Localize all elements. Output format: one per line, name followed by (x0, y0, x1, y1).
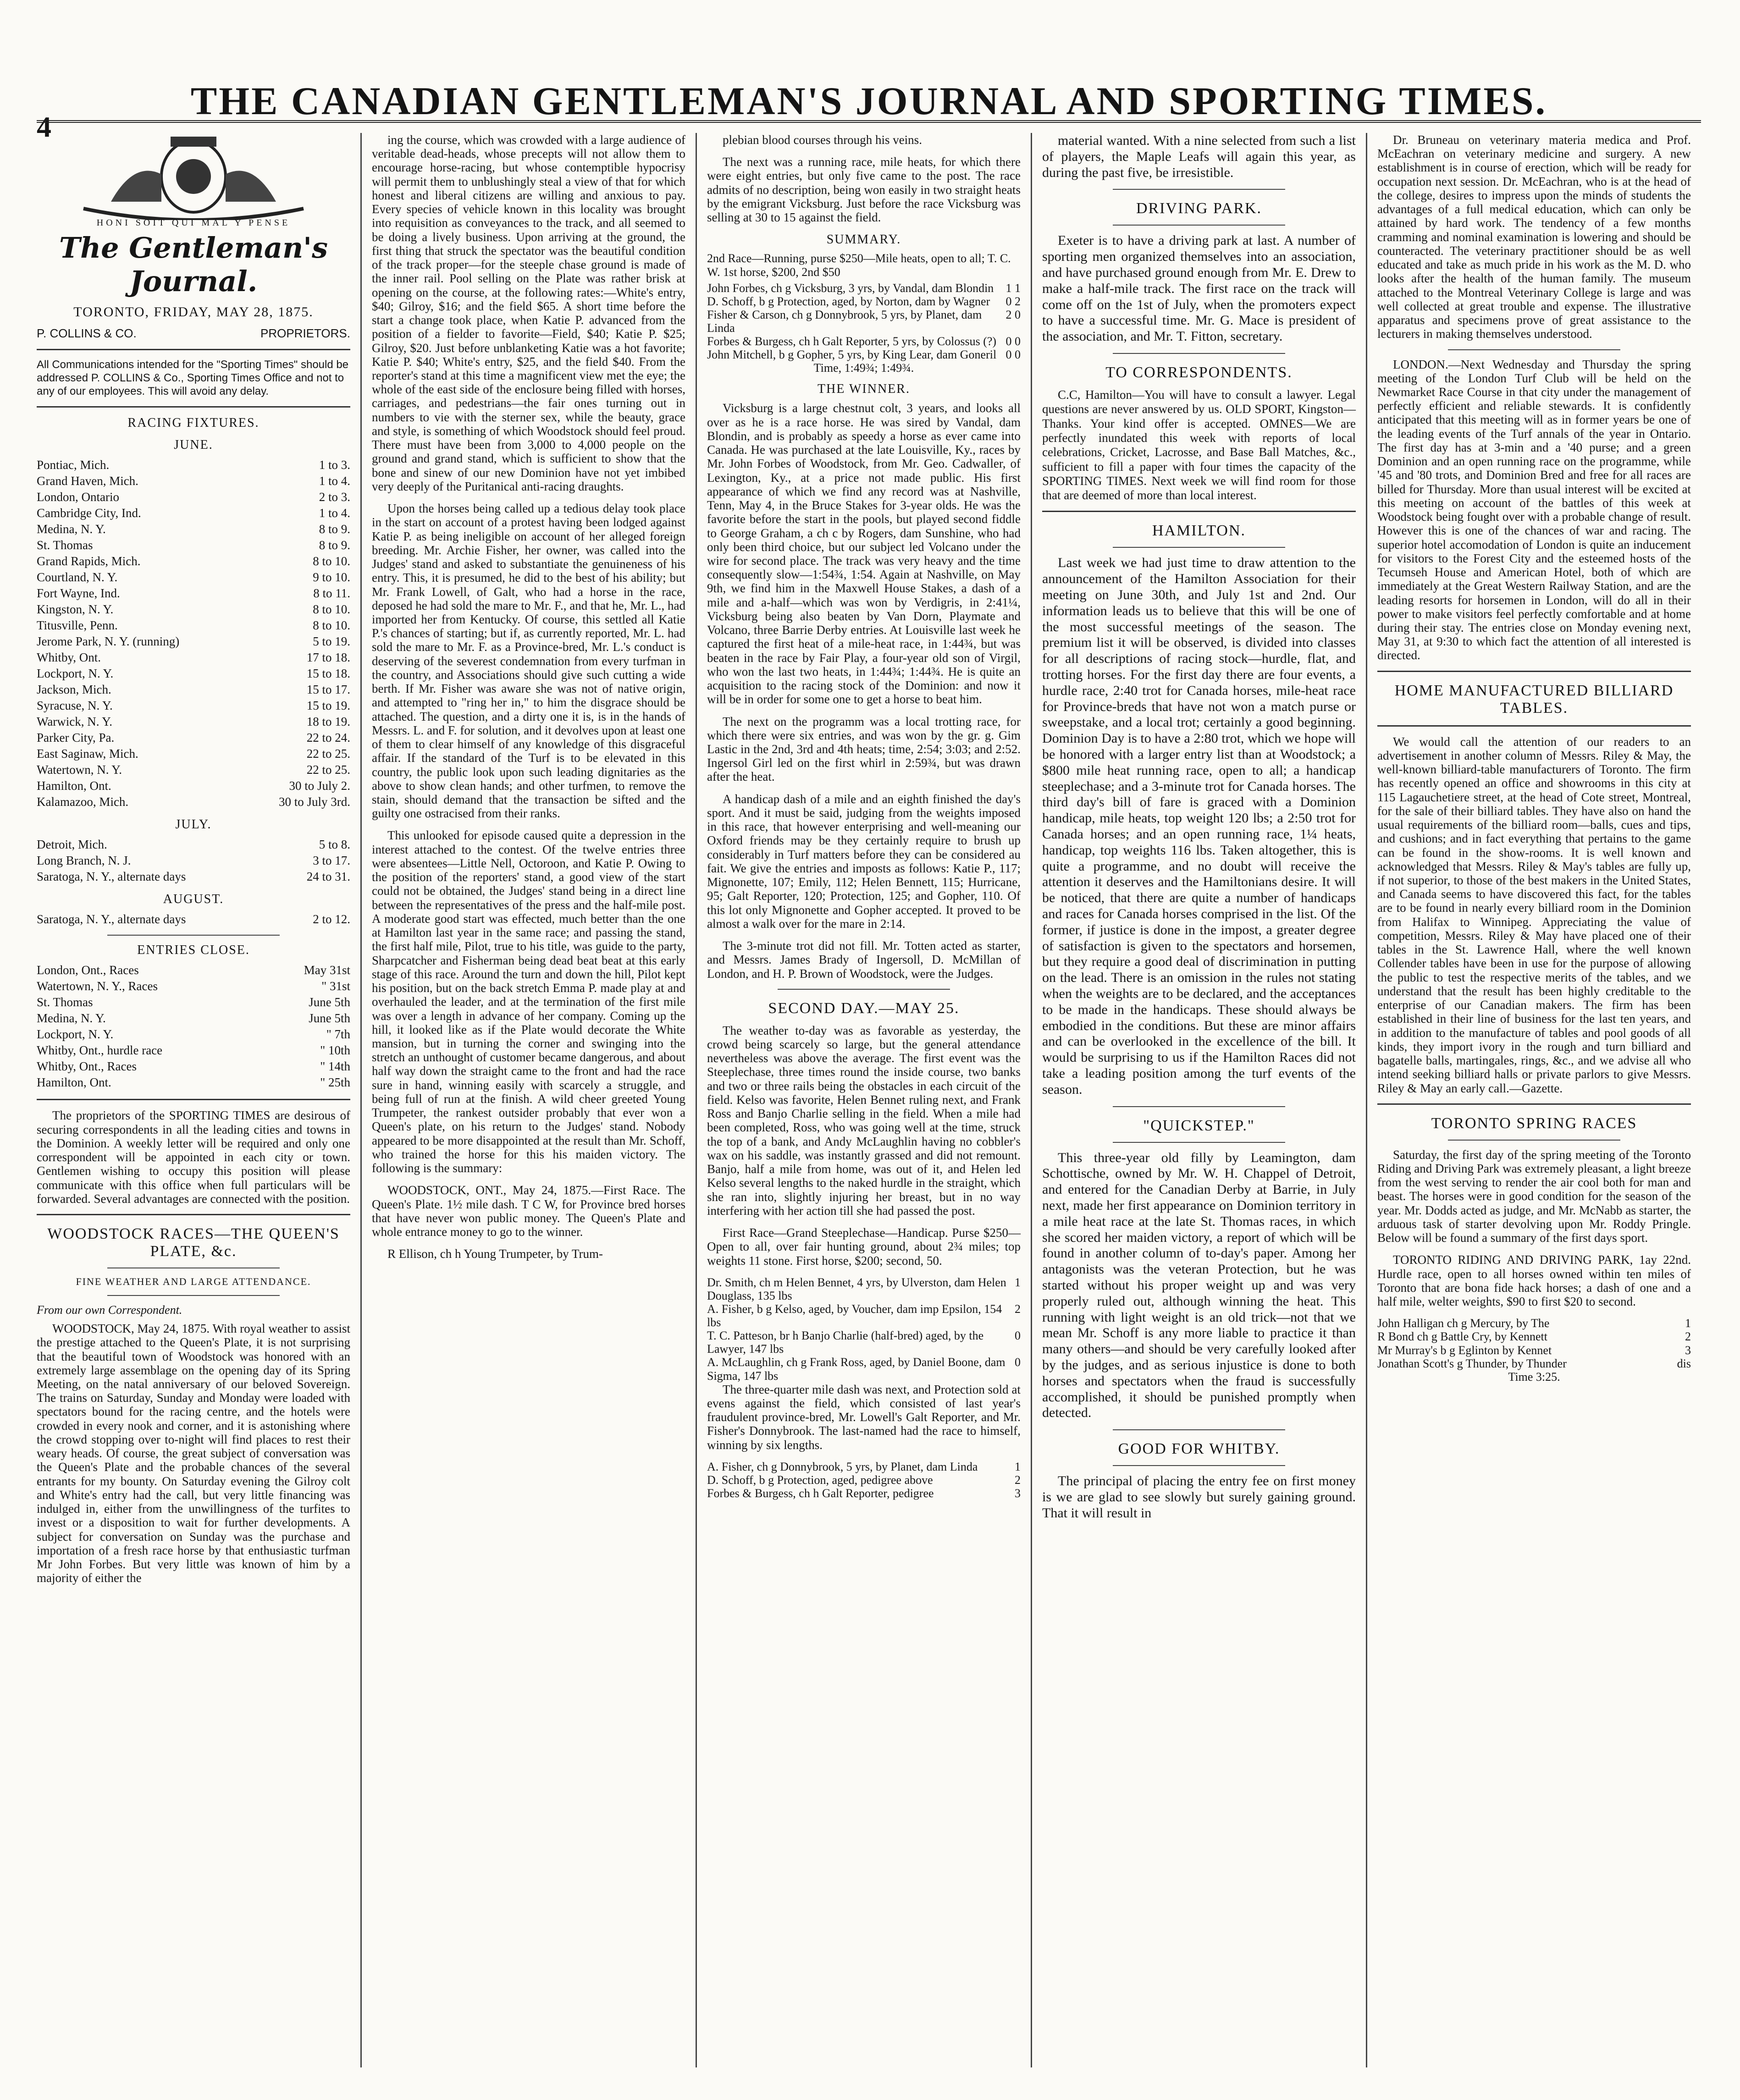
correspondents-heading: TO CORRESPONDENTS. (1105, 364, 1293, 381)
summary-intro: 2nd Race—Running, purse $250—Mile heats, open to all; T. C. W. 1st horse, $200, 2nd $50 (707, 252, 1011, 279)
fixture-date: " 7th (326, 1027, 350, 1042)
fixture-place: Syracuse, N. Y. (37, 699, 113, 713)
second-day-heading: SECOND DAY.—MAY 25. (768, 999, 960, 1017)
newspaper-title: THE CANADIAN GENTLEMAN'S JOURNAL AND SPORTING TIMES. (190, 79, 1547, 123)
divider (1377, 1103, 1691, 1105)
fixture-place: Lockport, N. Y. (37, 667, 114, 681)
table-row (37, 746, 350, 762)
woodstock-byline: From our own Correspondent. (37, 1303, 182, 1317)
divider (1377, 725, 1691, 727)
result-row (707, 308, 1021, 335)
june-label: JUNE. (174, 438, 213, 452)
results-list (1377, 1317, 1691, 1370)
fixture-place: Long Branch, N. J. (37, 854, 131, 868)
divider (1113, 1142, 1285, 1143)
table-row (37, 1042, 350, 1058)
fixture-place: Medina, N. Y. (37, 522, 106, 536)
fixture-place: St. Thomas (37, 995, 93, 1009)
fixture-place: Jerome Park, N. Y. (running) (37, 634, 180, 649)
result-entry: A. Fisher, ch g Donnybrook, 5 yrs, by Planet, dam Linda (707, 1460, 978, 1473)
fixture-place: Fort Wayne, Ind. (37, 586, 120, 601)
divider (37, 349, 350, 350)
race-summary: WOODSTOCK, ONT., May 24, 1875.—First Race. The Queen's Plate. 1½ mile dash. T C W, for Province bred horses that have never won public money. The Queen's Plate and whole entrance money to go to the winner. (372, 1183, 685, 1239)
summary-label: SUMMARY. (826, 232, 901, 247)
divider (37, 1214, 350, 1215)
result-row (707, 1329, 1021, 1356)
billiard-heading: HOME MANUFACTURED BILLIARD TABLES. (1394, 682, 1674, 717)
divider (37, 1099, 350, 1100)
divider (1113, 353, 1285, 354)
result-entry: Fisher & Carson, ch g Donnybrook, 5 yrs, by Planet, dam Linda (707, 308, 982, 335)
table-row (37, 1058, 350, 1075)
column-4 (1031, 133, 1366, 2067)
july-fixtures-table (37, 837, 350, 885)
fixture-date: 8 to 9. (319, 538, 350, 552)
article-paragraph: The 3-minute trot did not fill. Mr. Totten acted as starter, and Messrs. James Brady of Ingersoll, D. McMillan of London, and H. P. Brown of Woodstock, were the Judges. (707, 939, 1021, 981)
result-place: 1 (1015, 1460, 1021, 1473)
woodstock-paragraph: WOODSTOCK, May 24, 1875. With royal weather to assist the prestige attached to the Queen's Plate, it is not surprising that the beautiful town of Woodstock was honored with an extremely large assemblage on the opening day of its Spring Meeting, on the natal anniversary of our beloved Sovereign. The trains on Saturday, Sunday and Monday were loaded with spectators bound for the racing centre, and the hotels were crowded in every nook and corner, and it is astonishing where the crowd stopping over to-night will find places to rest their weary heads. Of course, the great subject of conversation was the Queen's Plate and the probable chances of the several entrants for my bounty. On Saturday evening the Gilroy colt and White's entry had the call, but very little financing was indulged in, either from the unwillingness of the turfites to invest or a disposition to wait for further developments. A subject for conversation on Sunday was the purchase and importation of a fresh race horse by that enthusiastic turfman Mr John Forbes. But very little was known of him by a majority of either the (37, 1322, 350, 1585)
table-row (37, 1010, 350, 1026)
fixture-place: Whitby, Ont. (37, 650, 101, 665)
table-row (37, 1026, 350, 1042)
result-row (1377, 1317, 1691, 1330)
fixture-date: 2 to 12. (313, 912, 350, 926)
result-entry: Mr Murray's b g Eglinton by Kennet (1377, 1343, 1552, 1357)
results-list (707, 1276, 1021, 1383)
publisher-name: P. COLLINS & CO. (37, 326, 137, 340)
race-summary: TORONTO RIDING AND DRIVING PARK, 1ay 22nd. Hurdle race, open to all horses owned within ten miles of Toronto that are bona fide hack horses; a dash of one and a half mile, welter weights, $90 to first $20 to second. (1377, 1253, 1691, 1309)
result-place: 0 0 (1005, 335, 1021, 348)
table-row (37, 869, 350, 885)
result-place: 2 (1015, 1302, 1021, 1316)
divider (1113, 189, 1285, 190)
fixture-place: Saratoga, N. Y., alternate days (37, 870, 186, 884)
fixture-date: 8 to 9. (319, 522, 350, 536)
fixture-place: Hamilton, Ont. (37, 1075, 111, 1090)
toronto-races-heading: TORONTO SPRING RACES (1431, 1114, 1637, 1132)
divider (1448, 349, 1620, 350)
fixture-place: Watertown, N. Y., Races (37, 979, 158, 993)
fixture-date: 17 to 18. (306, 650, 350, 665)
race-time: Time, 1:49¾; 1:49¾. (813, 361, 914, 375)
page-number: 4 (37, 110, 51, 143)
august-fixtures-table (37, 911, 350, 927)
divider (778, 989, 950, 990)
article-paragraph: Vicksburg is a large chestnut colt, 3 years, and looks all over as he is a race horse. He was sired by Vandal, dam Blondin, and is probably as speedy a horse as ever came into Canada. He was purchased at the late Louisville, Ky., races by Mr. John Forbes of Woodstock, from Mr. Geo. Cadwaller, of Lexington, Ky., at a price not made public. His first appearance of which we find any record was at Nashville, Tenn, May 4, in the Bruce Stakes for 3-year olds. He was the favorite before the start in the pools, but played second fiddle to George Graham, a ch c by Rogers, dam Sunshine, who had only been third choice, but our subject led Volcano under the wire for second place. The track was very heavy and the time consequently slow—1:54¾, 1:54. Again at Nashville, on May 9th, we find him in the Maxwell House Stakes, a dash of a mile and a-half—which was won by Verdigris, in 2:41¼, Vicksburg being also beaten by Van Dorn, Playmate and Volcano, three Barrie Derby entries. At Louisville last week he captured the first heat of a mile-heat race, in 1:44¾, but was beaten in the race by Fair Play, a four-year old son of Virgil, who won the last two heats, in 1:44¾; 1:44¾. He is quite an acquisition to the racing stock of the Dominion: and now it will be in order for some one to get a horse to beat him. (707, 401, 1021, 706)
fixture-place: Parker City, Pa. (37, 731, 115, 745)
august-label: AUGUST. (163, 892, 224, 907)
fixture-date: " 25th (320, 1075, 350, 1090)
fixtures-heading: RACING FIXTURES. (127, 416, 260, 430)
race-time: Time 3:25. (1508, 1370, 1560, 1383)
article-paragraph: The three-quarter mile dash was next, and Protection sold at evens against the field, which consisted of last year's fraudulent province-bred, Mr. Lowell's Galt Reporter, and Mr. Fisher's Donnybrook. The last-named had the race to himself, winning by six lengths. (707, 1382, 1021, 1452)
table-row (37, 682, 350, 698)
fixture-place: Grand Rapids, Mich. (37, 554, 141, 568)
fixture-date: 1 to 4. (319, 506, 350, 520)
fixture-place: Titusville, Penn. (37, 618, 118, 633)
article-paragraph: This unlooked for episode caused quite a depression in the interest attached to the contest. Of the twelve entries three were absentees—Little Nell, Octoroon, and Katie P. Owing to the position of the reporters' stand, a good view of the start could not be obtained, the Judges' stand being in a direct line between the representatives of the press and the half-mile post. A moderate good start was effected, much better than the one at Hamilton last year in the same race; and passing the stand, the first half mile, Pilot, true to his title, was guide to the party, Sharpcatcher and Fisherman being dead beat beat at this early stage of this race. Around the turn and down the hill, Pilot kept his position, but on the back stretch Emma P. made play at and overhauled the leader, and at the termination of the first mile was over a length in advance of her company. Coming up the hill, it looked like as if the Plate would decorate the White mansion, but in turning the corner and swinging into the stretch an unthought of customer became dangerous, and about half way down the straight came to the front and had the race sure in hand, winning easily with scarcely a struggle, and being full of run at the finish. A wild cheer greeted Young Trumpeter, the rankest outsider probably that ever won a Queen's plate, on his return to the Judges' stand. Nobody appeared to be more disappointed at the result than Mr. Schoff, who trained the horse for this his maiden victory. The following is the summary: (372, 828, 685, 1175)
fixture-date: June 5th (309, 1011, 350, 1025)
fixture-place: Kalamazoo, Mich. (37, 795, 129, 809)
result-row (707, 1473, 1021, 1487)
result-row (707, 348, 1021, 361)
fixture-place: Kingston, N. Y. (37, 602, 114, 617)
table-row (37, 489, 350, 505)
article-paragraph: The next on the programm was a local trotting race, for which there were six entries, and was won by the gr. g. Gim Lastic in the 2nd, 3rd and 4th heats; time, 2:54; 3:03; and 2:52. Ingersol Girl led on the first whirl in 2:59¾, but was drawn after the heat. (707, 714, 1021, 784)
article-paragraph: Exeter is to have a driving park at last. A number of sporting men organized themselves into an association, and have purchased ground enough from Mr. E. Drew to make a half-mile track. The first race on the track will come off on the 1st of July, when the promoters expect to have a successful time. Mr. G. Mace is president of the association, and Mr. T. Fitton, secretary. (1042, 233, 1356, 344)
table-row (37, 553, 350, 569)
table-row (37, 634, 350, 650)
table-row (37, 505, 350, 521)
result-entry: Forbes & Burgess, ch h Galt Reporter, 5 yrs, by Colossus (?) (707, 335, 997, 348)
divider (1113, 1106, 1285, 1107)
fixture-date: 1 to 4. (319, 474, 350, 488)
result-entry: Jonathan Scott's g Thunder, by Thunder (1377, 1356, 1567, 1370)
result-place: 3 (1685, 1343, 1691, 1357)
proprietors-line (37, 326, 350, 341)
result-entry: D. Schoff, b g Protection, aged, by Norton, dam by Wagner (707, 294, 990, 308)
table-row (37, 837, 350, 853)
divider (1113, 1465, 1285, 1466)
table-row (37, 569, 350, 585)
result-row (707, 1356, 1021, 1382)
whitby-heading: GOOD FOR WHITBY. (1118, 1440, 1280, 1458)
table-row (37, 617, 350, 634)
fixture-date: 8 to 10. (313, 602, 350, 617)
article-paragraph: A handicap dash of a mile and an eighth finished the day's sport. And it must be said, judging from the weights imposed in this race, that however enterprising and well-meaning our Oxford friends may be they certainly require to brush up considerably in Turf matters before they can be considered au fait. We give the entries and imposts as follows: Katie P., 117; Mignonette, 107; Emily, 112; Helen Bennett, 115; Hurricane, 95; Galt Reporter, 120; Protection, 125; and Gopher, 110. Of this lot only Mignonette and Gopher accepted. It proved to be almost a walk over for the mare in 2:14. (707, 792, 1021, 931)
correspondents-notice: The proprietors of the SPORTING TIMES are desirous of securing correspondents in all the leading cities and towns in the Dominion. A weekly letter will be required and only one correspondent will be appointed in each city or town. Gentlemen wishing to occupy this position will please communicate with this office when full particulars will be forwarded. Several advantages are connected with the position. (37, 1108, 350, 1206)
result-place: 0 (1015, 1356, 1021, 1369)
header-rule (37, 120, 1701, 123)
result-entry: R Bond ch g Battle Cry, by Kennett (1377, 1330, 1547, 1344)
fixture-date: 15 to 17. (306, 683, 350, 697)
divider (107, 1295, 280, 1296)
table-row (37, 457, 350, 473)
table-row (37, 794, 350, 810)
table-row (37, 601, 350, 617)
result-row (1377, 1357, 1691, 1370)
journal-name: The Gentleman's Journal. (59, 231, 328, 298)
fixture-date: 22 to 25. (306, 763, 350, 777)
table-row (37, 537, 350, 553)
result-entry: Dr. Smith, ch m Helen Bennet, 4 yrs, by Ulverston, dam Helen Douglass, 135 lbs (707, 1275, 1006, 1302)
table-row (37, 978, 350, 994)
fixture-date: 22 to 25. (306, 747, 350, 761)
table-row (37, 521, 350, 537)
divider (37, 406, 350, 408)
divider (1042, 511, 1356, 512)
result-entry: D. Schoff, b g Protection, aged, pedigree above (707, 1473, 933, 1487)
hamilton-heading: HAMILTON. (1152, 522, 1246, 540)
fixture-date: 24 to 31. (306, 870, 350, 884)
result-place: 0 0 (1005, 348, 1021, 362)
article-paragraph: Dr. Bruneau on veterinary materia medica and Prof. McEachran on veterinary medicine and surgery. A new establishment is in course of erection, which will be ready for occupation next session. Dr. McEachran, who is at the head of the college, desires to impress upon the minds of students the advantages of a full medical education, which can only be attained by hard work. The tendency of a few months cramming and nominal examination is lowering and should be counteracted. The veterinary practitioner should be as well educated and take as much pride in his work as the M. D. who looks after the health of the human family. The museum attached to the Montreal Veterinary College is large and was well collected at great trouble and expense. The illustrative apparatus and specimens prove of great assistance to the lecturers in making themselves understood. (1377, 133, 1691, 341)
fixture-place: Lockport, N. Y. (37, 1027, 114, 1042)
divider (1377, 671, 1691, 672)
fixture-place: Warwick, N. Y. (37, 715, 113, 729)
fixture-place: Whitby, Ont., hurdle race (37, 1043, 163, 1058)
table-row (37, 473, 350, 489)
result-place: 1 (1685, 1317, 1691, 1330)
result-place: dis (1677, 1356, 1691, 1370)
divider (107, 935, 280, 936)
column-5 (1366, 133, 1701, 2067)
fixture-date: May 31st (304, 963, 350, 977)
fixture-date: 30 to July 2. (289, 779, 350, 793)
result-row (707, 1276, 1021, 1302)
article-paragraph: Upon the horses being called up a tedious delay took place in the start on account of a protest having been lodged against Katie P. as being ineligible on account of her alleged foreign breeding. Mr. Archie Fisher, her owner, was called into the Judges' stand and asked to substantiate the genuineness of his entry. This, it is presumed, he did to the best of his ability; but Mr. Frank Lowell, of Galt, who had a horse in the race, deposed he had sold the mare to Mr. F., and that he, Mr. L., had imported her from Kentucky. Of course, this settled all Katie P.'s chances of starting; but if, as currently reported, Mr. L. had sold the mare to Mr. F. as a Province-bred, Mr. L.'s conduct is deserving of the severest condemnation from every turfman in the country, and Associations should give such cutting a wide berth. If Mr. Fisher was aware she was not of native origin, and attempted to "ring her in," to him the disgrace should be attached. The question, and a dirty one it is, is in the hands of Messrs. L. and F. for solution, and it devolves upon at least one of them to clear himself of any knowledge of this disgraceful affair. If the standard of the Turf is to be elevated in this country, the public look upon such leading dignitaries as the above to show clean hands; and other turfmen, to remove the stain, should demand that the transaction be sifted and the guilty one ostracised from their ranks. (372, 502, 685, 821)
result-row (1377, 1330, 1691, 1343)
driving-park-heading: DRIVING PARK. (1136, 200, 1262, 217)
article-paragraph: plebian blood courses through his veins. (723, 133, 922, 147)
coat-of-arms-icon (37, 133, 350, 220)
column-2 (360, 133, 696, 2067)
fixture-date: 9 to 10. (313, 570, 350, 584)
results-list (707, 1460, 1021, 1500)
table-row (37, 994, 350, 1010)
fixture-place: Saratoga, N. Y., alternate days (37, 912, 186, 926)
result-row (707, 281, 1021, 295)
fixture-date: 1 to 3. (319, 458, 350, 472)
result-place: 2 (1685, 1330, 1691, 1344)
result-entry: John Halligan ch g Mercury, by The (1377, 1317, 1550, 1330)
result-entry: T. C. Patteson, br h Banjo Charlie (half-bred) aged, by the Lawyer, 147 lbs (707, 1329, 984, 1356)
fixture-date: 8 to 11. (313, 586, 350, 601)
result-row (707, 335, 1021, 348)
article-paragraph: Saturday, the first day of the spring meeting of the Toronto Riding and Driving Park was extremely pleasant, a light breeze from the west serving to render the air cool both for man and beast. The horses were in good condition for the season of the year. Mr. Dodds acted as judge, and Mr. McNabb as starter, the arduous task of starter devolving upon Mr. Roddy Pringle. Below will be found a summary of the first days sport. (1377, 1147, 1691, 1245)
fixture-date: " 14th (320, 1059, 350, 1074)
fixture-place: Watertown, N. Y. (37, 763, 122, 777)
fixture-date: 3 to 17. (313, 854, 350, 868)
results-list (707, 281, 1021, 362)
article-paragraph: The next was a running race, mile heats, for which there were eight entries, but only five came to the post. The race admits of no description, being won easily in two straight heats by the emigrant Vicksburg. Just before the race Vicksburg was selling at 30 to 15 against the field. (707, 155, 1021, 225)
fixture-place: Detroit, Mich. (37, 838, 107, 852)
fixture-place: London, Ont., Races (37, 963, 139, 977)
fixture-date: 5 to 19. (313, 634, 350, 649)
communications-notice: All Communications intended for the "Sporting Times" should be addressed P. COLLINS & Co., Sporting Times Office and not to any of our employees. This will avoid any delay. (37, 358, 349, 397)
column-3 (696, 133, 1031, 2067)
entries-table (37, 962, 350, 1091)
fixture-place: Jackson, Mich. (37, 683, 111, 697)
dateline: TORONTO, FRIDAY, MAY 28, 1875. (73, 304, 314, 320)
result-entry: John Forbes, ch g Vicksburg, 3 yrs, by Vandal, dam Blondin (707, 281, 994, 295)
divider (1113, 1429, 1285, 1430)
fixture-place: Grand Haven, Mich. (37, 474, 138, 488)
result-row (707, 295, 1021, 308)
woodstock-heading: WOODSTOCK RACES—THE QUEEN'S PLATE, &c. (47, 1225, 340, 1260)
winner-label: THE WINNER. (818, 382, 910, 397)
table-row (37, 1075, 350, 1091)
divider (1113, 547, 1285, 548)
result-row (1377, 1344, 1691, 1357)
result-place: 1 1 (1005, 281, 1021, 295)
article-paragraph: The principal of placing the entry fee on first money is we are glad to see slowly but surely gaining ground. That it will result in (1042, 1473, 1356, 1521)
article-paragraph: The weather to-day was as favorable as yesterday, the crowd being scarcely so large, but the general attendance nevertheless was above the average. The first event was the Steeplechase, three times round the inside course, two banks and two or three rails being the obstacles in each circuit of the field. Kelso was favorite, Helen Bennet ruling next, and Frank Ross and Banjo Charlie selling in the field. When a mile had been completed, Ross, who was going well at the time, struck the top of a bank, and Andy McLaughlin having no cobbler's wax on his saddle, was instantly grassed and did not remount. Banjo, half a mile from home, was out of it, and Helen led Kelso several lengths to the naked hurdle in the straight, which she ran into, slightly injuring her breast, but in no way interfering with her action till she had passed the post. (707, 1023, 1021, 1218)
article-paragraph: Last week we had just time to draw attention to the announcement of the Hamilton Association for their meeting on June 30th, and July 1st and 2nd. Our information leads us to believe that this will be one of the most successful meetings of the season. The premium list it will be observed, is divided into classes for all descriptions of racing stock—hurdle, flat, and trotting horses. For the first day there are four events, a hurdle race, 2:40 trot for Canada horses, mile-heat race for Province-breds that have not won a match purse or sweepstake, and a local trot; certainly a good beginning. Dominion Day is to have a 2:80 trot, which we hope will be honored with a larger entry list than at Woodstock; a $800 mile heat running race, open to all; a handicap steeplechase; and a 3-minute trot for Canada horses. The third day's bill of fare is graced with a Dominion handicap, mile heats, top weight 120 lbs; a 2:50 trot for Canada horses; and an open running race, 1¼ heats, handicap, top weights 116 lbs. Taken altogether, this is quite a programme, and no doubt will receive the attention it deserves and the Hamiltonians desire. It will be noticed, that there are quite a number of handicaps and races for Canada horses comprised in the list. Of the former, if justice is done in the impost, a greater degree of satisfaction is given to the spectators and horsemen, but they require a good deal of discrimination in putting on the lead. There is an omission in the rules not stating when the weights are to be declared, and the acceptances to be made in the handicaps. These should always be embodied in the conditions. But these are minor affairs and can be overlooked in the excellence of the bill. It would be surprising to us if the Hamilton Races did not take a leading position among the turf events of the season. (1042, 555, 1356, 1097)
fixture-date: 8 to 10. (313, 618, 350, 633)
article-paragraph: ing the course, which was crowded with a large audience of veritable dead-heads, whose precepts will not allow them to encourage horse-racing, but whose contemptible hypocrisy will permit them to unblushingly steal a view of that for which honest and liberal citizens are willing and anxious to pay. Every species of vehicle known in this locality was brought into requisition as conveyances to the track, and all seemed to be doing a lively business. Upon arriving at the ground, the first thing that struck the spectator was the beautiful condition of the track proper—for the steeple chase ground is made of the inner rail. Pool selling on the Plate was rather brisk at opening on the course, at the following rates:—White's entry, $40; Gilroy, $16; and the field $65. A short time before the start a change took place, when Katie P. advanced from the position of a fielder to favorite—Field, $40; Katie P. $25; Gilroy, $20. Just before unblanketing Katie was a hot favorite; Katie P. $40; White's entry, $25, and the field $40. From the reporter's stand at this time a magnificent view met the eye; the whole of the east side of the enclosure being filled with horses, carriages, and pedestrians—the fair ones turning out in numbers to vie with the sterner sex, while the beauty, grace and style, is something of which Woodstock should feel proud. There must have been from 3,000 to 4,000 people on the ground and grand stand, which is sufficient to show that the bone and sinew of our new Dominion have not yet imbibed very deeply of the Puritanical anti-racing draughts. (372, 133, 685, 493)
result-place: 1 (1015, 1275, 1021, 1289)
result-place: 3 (1015, 1487, 1021, 1500)
columns (37, 133, 1701, 2067)
fixture-place: Pontiac, Mich. (37, 458, 110, 472)
june-fixtures-table (37, 457, 350, 810)
divider (1113, 225, 1285, 226)
fixture-date: 15 to 18. (306, 667, 350, 681)
fixture-place: Medina, N. Y. (37, 1011, 106, 1025)
result-entry: John Mitchell, b g Gopher, 5 yrs, by King Lear, dam Goneril (707, 348, 997, 362)
result-place: 2 0 (1005, 308, 1021, 321)
result-row (707, 1487, 1021, 1500)
article-paragraph: material wanted. With a nine selected from such a list of players, the Maple Leafs will again this year, as during the past five, be irresistible. (1042, 133, 1356, 180)
table-row (37, 714, 350, 730)
fixture-date: 5 to 8. (319, 838, 350, 852)
race-summary: First Race—Grand Steeplechase—Handicap. Purse $250—Open to all, over fair hunting ground, about 2¾ miles; top weights 11 stone. First horse, $200; second, 50. (707, 1226, 1021, 1268)
correspondents-text: C.C, Hamilton—You will have to consult a lawyer. Legal questions are never answered by us. OLD SPORT, Kingston—Thanks. Your kind offer is accepted. OMNES—We are perfectly inundated this week with reports of local celebrations, Cricket, Lacrosse, and Base Ball Matches, &c., sufficient to fill a paper with four times the capacity of the SPORTING TIMES. Next week we will find room for those that are deemed of more than local interest. (1042, 387, 1356, 502)
fixture-date: June 5th (309, 995, 350, 1009)
fixture-date: 18 to 19. (306, 715, 350, 729)
table-row (37, 853, 350, 869)
article-paragraph: This three-year old filly by Leamington, dam Schottische, owned by Mr. W. H. Chappel of Detroit, and entered for the Canadian Derby at Barrie, in July next, made her first appearance on Dominion territory in a mile heat race at the late St. Thomas races, in which she scored her maiden victory, a report of which will be found in another column of to-day's paper. Among her antagonists was the veteran Protection, but he was started without his proper weight up and was very properly ruled out, although winning the heat. This running with light weight is an old trick—not that we mean Mr. Schoff is any more liable to practice it than many others—and should be very carefully looked after by the judges, and as serious injustice is done to both horses and spectators when the fraud is successfully accomplished, it should be punished promptly when detected. (1042, 1150, 1356, 1421)
divider (1448, 1140, 1620, 1141)
article-paragraph: LONDON.—Next Wednesday and Thursday the spring meeting of the London Turf Club will be held on the Newmarket Race Course in that city under the management of perfectly efficient and reliable stewards. It is confidently anticipated that this meeting will as in former years be one of the leading events of the Turf annals of the year in Ontario. The first day has at 3-min and a '40 purse; and a green Dominion and an open running race on the programme, while '45 and '80 trots, and Dominion Bred and free for all races are billed for Thursday. More than usual interest will be excited at this meeting on account of the battles of this week at Woodstock being fought over with a probable change of result. However this is one of the chances of war and racing. The superior hotel accomodation of London is quite an inducement for visitors to the Forest City and the esteemed hosts of the Tecumseh House and American Hotel, both of which are immediately at the Great Western Railway Station, and are the leading resorts for horsemen in London, will do all in their power to make visitors feel perfectly comfortable and at home during their stay. The entries close on Monday evening next, May 31, at 9:30 to which fact the attention of all interested is directed. (1377, 357, 1691, 662)
fixture-place: Whitby, Ont., Races (37, 1059, 137, 1074)
column-1 (37, 133, 360, 2067)
table-row (37, 762, 350, 778)
fixture-date: 8 to 10. (313, 554, 350, 568)
fixture-date: 15 to 19. (306, 699, 350, 713)
result-entry: A. McLaughlin, ch g Frank Ross, aged, by Daniel Boone, dam Sigma, 147 lbs (707, 1356, 1005, 1383)
result-place: 0 2 (1005, 294, 1021, 308)
fixture-place: St. Thomas (37, 538, 93, 552)
fixture-date: " 31st (321, 979, 350, 993)
table-row (37, 778, 350, 794)
result-place: 2 (1015, 1473, 1021, 1487)
result-place: 0 (1015, 1329, 1021, 1343)
table-row (37, 666, 350, 682)
table-row (37, 585, 350, 601)
fixture-date: 2 to 3. (319, 490, 350, 504)
quickstep-heading: "QUICKSTEP." (1143, 1117, 1255, 1134)
entries-heading: ENTRIES CLOSE. (137, 943, 250, 958)
fixture-place: London, Ontario (37, 490, 119, 504)
race-result-line: R Ellison, ch h Young Trumpeter, by Trum- (387, 1247, 603, 1261)
table-row (37, 698, 350, 714)
table-row (37, 650, 350, 666)
motto-text: HONI SOIT QUI MAL Y PENSE (96, 218, 291, 228)
fixture-place: Hamilton, Ont. (37, 779, 111, 793)
table-row (37, 962, 350, 978)
fixture-date: 22 to 24. (306, 731, 350, 745)
proprietors-label: PROPRIETORS. (260, 326, 350, 340)
fixture-place: East Saginaw, Mich. (37, 747, 138, 761)
table-row (37, 730, 350, 746)
result-entry: Forbes & Burgess, ch h Galt Reporter, pedigree (707, 1487, 934, 1500)
july-label: JULY. (175, 817, 212, 832)
fixture-place: Cambridge City, Ind. (37, 506, 141, 520)
result-row (707, 1302, 1021, 1329)
table-row (37, 911, 350, 927)
fixture-date: 30 to July 3rd. (278, 795, 350, 809)
woodstock-subheading: FINE WEATHER AND LARGE ATTENDANCE. (76, 1276, 311, 1288)
fixture-date: " 10th (320, 1043, 350, 1058)
result-row (707, 1460, 1021, 1473)
result-entry: A. Fisher, b g Kelso, aged, by Voucher, dam imp Epsilon, 154 lbs (707, 1302, 1002, 1329)
fixture-place: Courtland, N. Y. (37, 570, 118, 584)
article-paragraph: We would call the attention of our readers to an advertisement in another column of Messrs. Riley & May, the well-known billiard-table manufacturers of Toronto. The firm has recently opened an office and showrooms in this city at 115 Lagauchetiere street, at the head of Cote street, Montreal, for the sale of their billiard tables. They have also on hand the usual requirements of the billiard room—balls, cues and tips, and cushions; and in fact everything that pertains to the game can be found in the show-rooms. It is well known and acknowledged that Messrs. Riley & May's tables are fully up, if not superior, to those of the best makers in the United States, and Canada seems to have discovered this fact, for the tables are to be found in nearly every billiard room in the Dominion from Halifax to Winnipeg. Appreciating the value of competition, Messrs. Riley & May have placed one of their tables in the St. Lawrence Hall, where the well known Collender tables have been in use for the purpose of allowing the public to test the respective merits of the tables, and we understand that the result has been highly creditable to the enterprise of our Canadian makers. The firm has been established in their line of business for the last ten years, and in addition to the manufacture of tables and pool goods of all kinds, they import ivory in the rough and turn billiard and bagatelle balls, martingales, rings, &c., and we advise all who intend seeking billiard halls or private parlors to give Messrs. Riley & May an early call.—Gazette. (1377, 734, 1691, 1095)
